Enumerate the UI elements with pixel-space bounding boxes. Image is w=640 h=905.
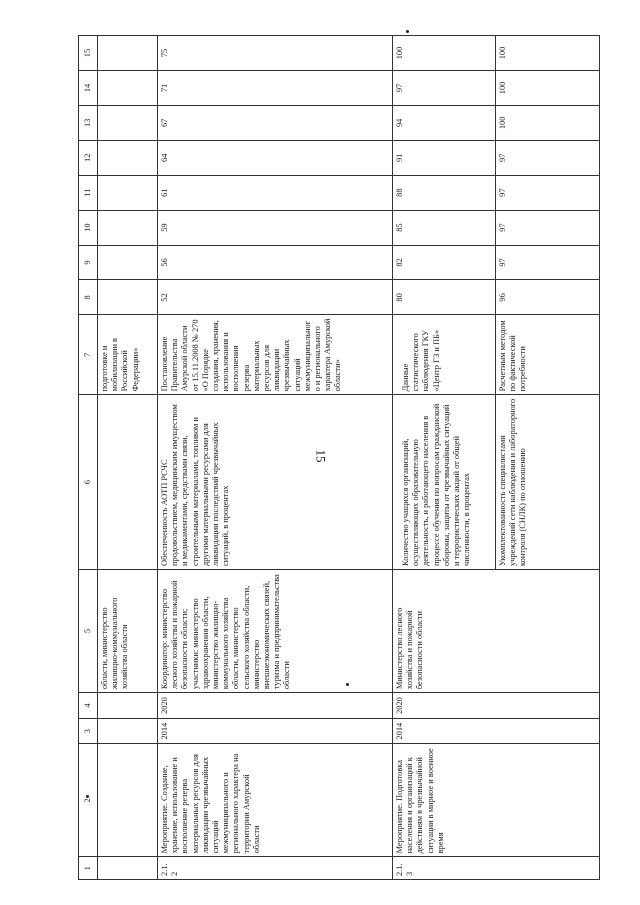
indicator-cell: Количество учащихся организаций, осуществляющих образовательную деятельность, и работающего населения в процессе обучения по вопросам гражданской обороны, защиты от чрезвычайных ситуаций и террористических акций от общей численности, в процентах [393, 395, 496, 570]
value-cell: 64 [158, 140, 393, 175]
header-cell: 10 [79, 210, 98, 245]
value-cell: 100 [496, 105, 600, 140]
value-cell: 100 [393, 36, 496, 71]
value-cell: 52 [158, 280, 393, 315]
table-row-continuation [98, 36, 158, 880]
value-cell: 100 [496, 71, 600, 106]
header-cell: 2 [79, 744, 98, 857]
basis-cell: подготовке и мобилизации в Российской Федерации» [98, 315, 158, 395]
value-cell: 59 [158, 210, 393, 245]
header-cell: 12 [79, 140, 98, 175]
value-cell: 75 [158, 36, 393, 71]
measure-name: Мероприятие. Подготовка населения и организаций к действиям в чрезвычайной ситуации в мирное и военное время [393, 744, 600, 857]
scan-speck [346, 683, 349, 686]
table-row-2-1-3 [393, 36, 496, 880]
value-cell: 88 [393, 175, 496, 210]
scan-speck [86, 795, 89, 798]
value-cell: 71 [158, 71, 393, 106]
executor-cell: Министерство лесного хозяйства и пожарной безопасности области [393, 569, 600, 692]
header-cell: 6 [79, 395, 98, 570]
value-cell: 97 [393, 71, 496, 106]
value-cell: 67 [158, 105, 393, 140]
value-cell: 97 [496, 140, 600, 175]
header-cell: 5 [79, 569, 98, 692]
scan-speck [406, 30, 409, 33]
header-row [79, 36, 98, 880]
indicator-cell: Обеспеченность АОТП РСЧС продовольствием, медицинским имуществом и медикаментами, средствами связи, строительными материалами, топливом и другими материальными ресурсами для ликвидации последствий чрезвычайных ситуаций, в процентах [158, 395, 393, 570]
value-cell: 96 [496, 280, 600, 315]
value-cell: 94 [393, 105, 496, 140]
header-cell: 11 [79, 175, 98, 210]
end-year: 2020 [393, 693, 600, 719]
value-cell: 97 [496, 210, 600, 245]
measures-table [78, 35, 600, 880]
header-cell: 7 [79, 315, 98, 395]
executor-cell: Координатор: министерство лесного хозяйства и пожарной безопасности области; участники: министерство здравоохранения области, министерство жилищно-коммунального хозяйства области, министерство сельского хозяйства области, министерство внешнеэкономических связей, туризма и предпринимательства области [158, 569, 393, 692]
value-cell: 97 [496, 175, 600, 210]
header-cell: 14 [79, 71, 98, 106]
page-number: 15 [313, 449, 329, 463]
header-cell: 4 [79, 693, 98, 719]
value-cell: 85 [393, 210, 496, 245]
value-cell: 82 [393, 245, 496, 280]
start-year: 2014 [158, 718, 393, 744]
table-row-2-1-2 [158, 36, 393, 880]
header-cell: 13 [79, 105, 98, 140]
value-cell: 100 [496, 36, 600, 71]
header-cell: 3 [79, 718, 98, 744]
value-cell: 61 [158, 175, 393, 210]
executor-cell: области, министерство жилищно-коммунального хозяйства области [98, 569, 158, 692]
header-cell: 1 [79, 857, 98, 880]
basis-cell: Данные статистического наблюдения ГКУ «Центр ГЗ и ПБ» [393, 315, 496, 395]
basis-cell: Постановление Правительства Амурской области от 15.11.2008 № 270 «О Порядке создания, хранения, использования и восполнения резерва материальных ресурсов для ликвидации чрезвычайных ситуаций межмуниципального и регионального характера Амурской области» [158, 315, 393, 395]
row-number: 2.1.2 [158, 857, 393, 880]
measure-name: Мероприятие. Создание, хранение, использование и восполнение резерва материальных ресурсов для ликвидации чрезвычайных ситуаций межмуниципального и регионального характера на территории Амурской области [158, 744, 393, 857]
row-number: 2.1.3 [393, 857, 600, 880]
value-cell: 97 [496, 245, 600, 280]
value-cell: 56 [158, 245, 393, 280]
value-cell: 91 [393, 140, 496, 175]
start-year: 2014 [393, 718, 600, 744]
header-cell: 9 [79, 245, 98, 280]
basis-cell: Расчетным методом по фактической потребности [496, 315, 600, 395]
header-cell: 8 [79, 280, 98, 315]
rotated-page [78, 35, 618, 880]
indicator-cell: Укомплектованность специалистами учреждений сети наблюдения и лабораторного контроля (СНЛК) по отношению [496, 395, 600, 570]
end-year: 2020 [158, 693, 393, 719]
value-cell: 80 [393, 280, 496, 315]
header-cell: 15 [79, 36, 98, 71]
